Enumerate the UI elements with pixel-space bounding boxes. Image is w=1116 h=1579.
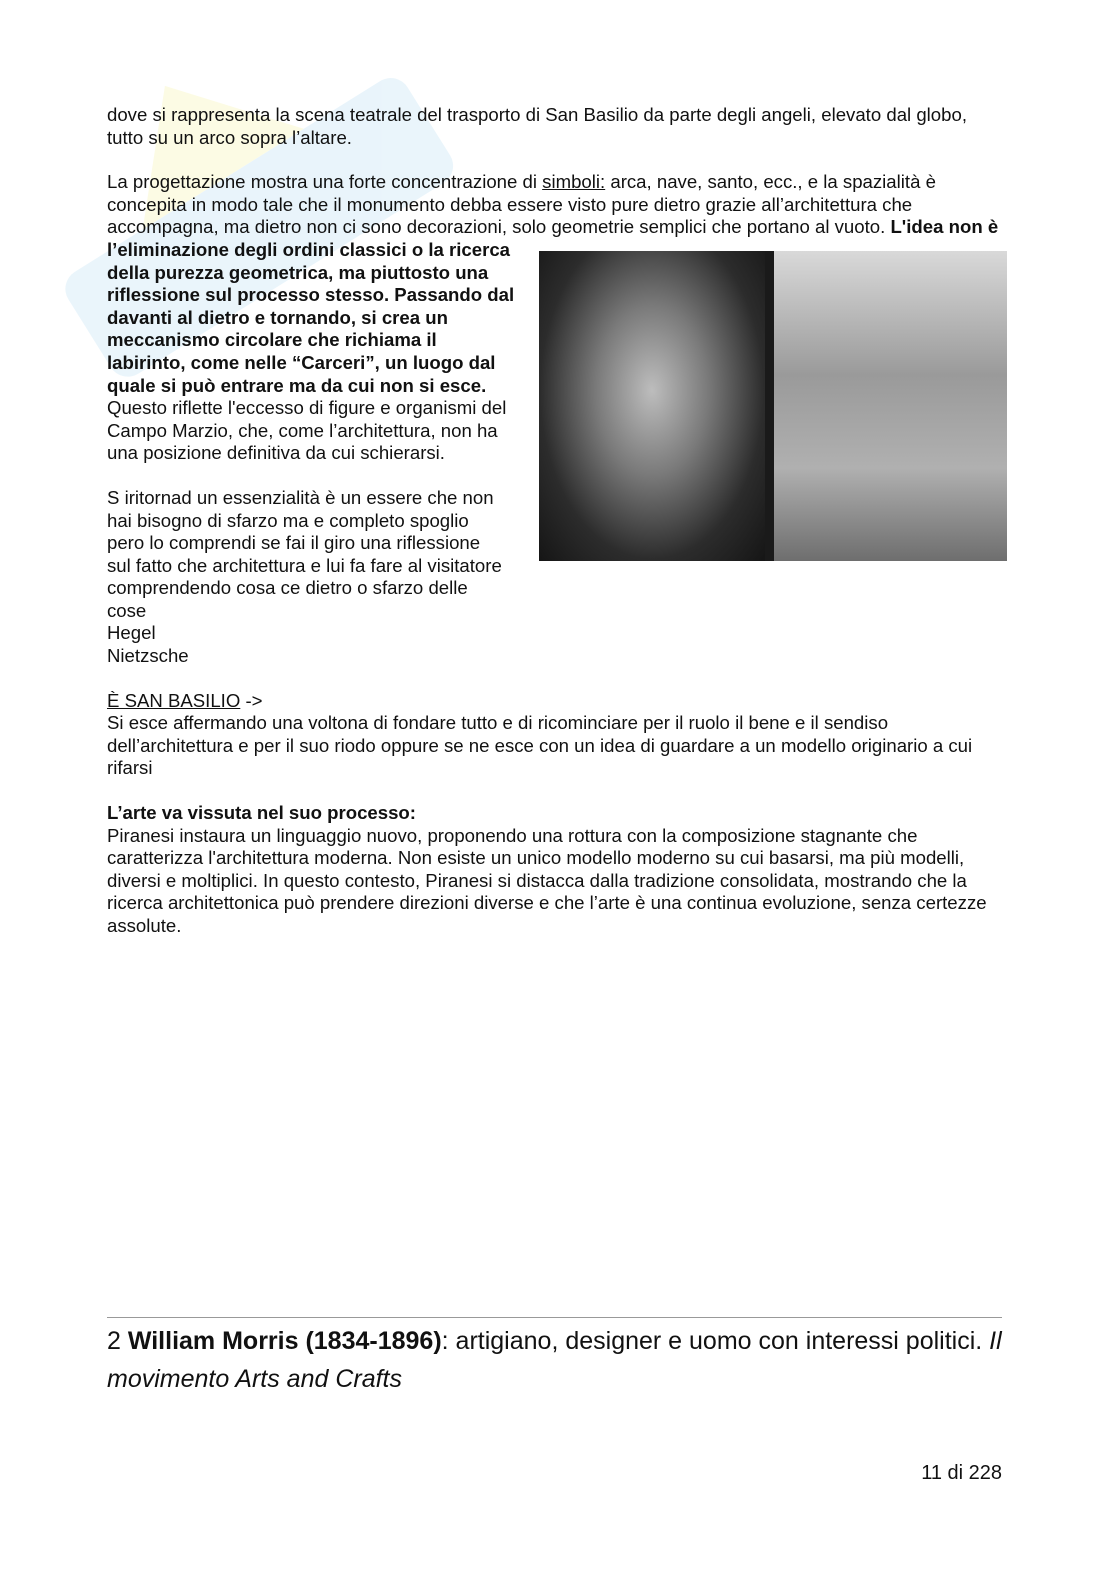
paragraph-symbols: La progettazione mostra una forte concentrazione di simboli: arca, nave, santo, ecc., e la spazialità è concepita in modo tale che il monumento debba essere visto pure dietro grazie all’architettura che accompagna, ma dietro non ci sono decorazioni, solo geometrie semplici che portano al vuoto. L'idea non è l’eliminazione degli ordini classici o la ricerca della purezza geometrica, ma piuttosto una riflessione sul processo stesso. Passando dal davanti al dietro e tornando, si crea un meccanismo circolare che richiama il labirinto, come nelle “Carceri”, un luogo dal quale si può entrare ma da cui non si esce. Questo riflette l'eccesso di figure e organismi del Campo Marzio, che, come l’architettura, non ha una posizione definitiva da cui schierarsi. — [107, 171, 1007, 465]
paragraph-process: L’arte va vissuta nel suo processo: Piranesi instaura un linguaggio nuovo, proponendo una rottura con la composizione stagnante che caratterizza l'architettura moderna. Non esiste un unico modello moderno su cui basarsi, ma più modelli, diversi e moltiplici. In questo contesto, Piranesi si distacca dalla tradizione consolidata, mostrando che la ricerca architettonica può prendere direzioni diverse e che l’arte è una continua evoluzione, senza certezze assolute. — [107, 802, 987, 936]
subheading-process: L’arte va vissuta nel suo processo: — [107, 802, 416, 824]
paragraph-san-basilio: È SAN BASILIO -> Si esce affermando una voltona di fondare tutto e di ricominciare per il ruolo il bene e il sendiso dell’architettura e per il suo riodo oppure se ne esce con un idea di guardare a un modello originario a cui rifarsi — [107, 689, 973, 779]
altar-front-photo — [539, 251, 765, 561]
section-heading: 2 William Morris (1834-1896): artigiano, designer e uomo con interessi politici. Il movimento Arts and Crafts — [107, 1327, 1002, 1393]
page-number: 11 di 228 — [921, 1462, 1002, 1484]
section-divider — [107, 1317, 1002, 1318]
altar-photographs — [539, 251, 1007, 561]
document-body — [107, 104, 1007, 938]
altar-back-photo — [774, 251, 1007, 561]
paragraph-essence: S iritornad un essenzialità è un essere che non hai bisogno di sfarzo ma e completo spoglio pero lo comprendi se fai il giro una riflessione sul fatto che architettura e lui fa fare al visitatore comprendendo cosa ce dietro o sfarzo delle cose Hegel Nietzsche — [107, 486, 502, 667]
paragraph-intro: dove si rappresenta la scena teatrale del trasporto di San Basilio da parte degli angeli, elevato dal globo, tutto su un arco sopra l’altare. — [107, 104, 967, 148]
